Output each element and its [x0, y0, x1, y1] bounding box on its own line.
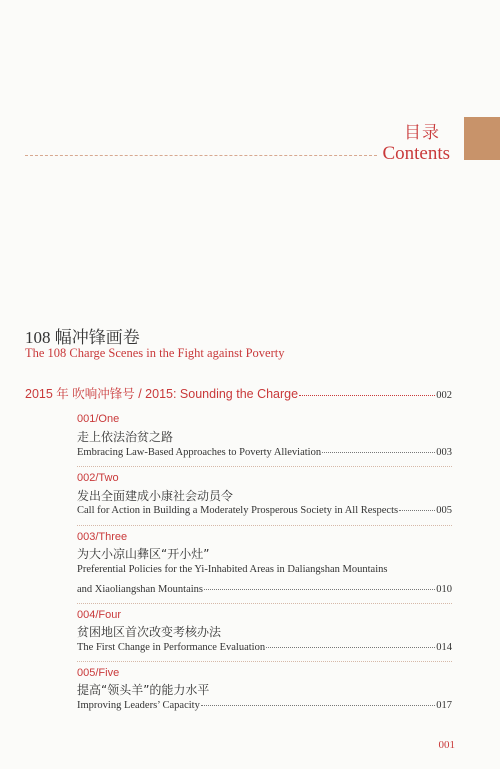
entry-number: 004/Four: [77, 609, 122, 621]
entry-number: 001/One: [77, 413, 120, 425]
section-heading[interactable]: [25, 384, 452, 402]
dot-leader: [266, 647, 435, 648]
volume-title-en: The 108 Charge Scenes in the Fight against Poverty: [25, 346, 285, 360]
entry-page: 003: [436, 447, 452, 458]
section-label: 2015 年 吹响冲锋号 / 2015: Sounding the Charge: [25, 387, 299, 401]
entry-title-cn: 为大小凉山彝区“开小灶”: [77, 547, 210, 561]
entry-title-cn: 贫困地区首次改变考核办法: [77, 625, 222, 639]
entry-page: 014: [436, 642, 452, 653]
dot-leader: [299, 395, 435, 396]
dot-leader: [322, 452, 435, 453]
entry-title-en: The First Change in Performance Evaluation: [77, 642, 266, 653]
entry-title-cn: 走上依法治贫之路: [77, 430, 174, 444]
dot-leader: [204, 589, 435, 590]
entry-page: 010: [436, 584, 452, 595]
entry-separator: [77, 603, 452, 604]
entry-title-cn: 发出全面建成小康社会动员令: [77, 489, 234, 503]
header-divider: [25, 155, 377, 156]
toc-title-cn: 目录: [404, 123, 440, 143]
entry-number: 002/Two: [77, 472, 119, 484]
entry-title-en: Call for Action in Building a Moderately Prosperous Society in All Respects: [77, 505, 399, 516]
entry-number: 005/Five: [77, 667, 120, 679]
entry-separator: [77, 525, 452, 526]
entry-number: 003/Three: [77, 531, 128, 543]
entry-title-en-line1: Preferential Policies for the Yi-Inhabited Areas in Daliangshan Mountains: [77, 564, 388, 575]
toc-entry[interactable]: [77, 700, 452, 711]
toc-entry[interactable]: [77, 505, 452, 516]
toc-entry[interactable]: [77, 447, 452, 458]
corner-tab: [464, 117, 500, 160]
toc-entry[interactable]: [77, 642, 452, 653]
entry-title-en: Improving Leaders’ Capacity: [77, 700, 200, 711]
entry-page: 017: [436, 700, 452, 711]
entry-separator: [77, 466, 452, 467]
page-number: 001: [438, 739, 455, 751]
volume-title-cn: 108 幅冲锋画卷: [25, 328, 140, 347]
toc-title-en: Contents: [382, 143, 450, 164]
dot-leader: [201, 705, 435, 706]
entry-title-en: and Xiaoliangshan Mountains: [77, 584, 203, 595]
toc-entry[interactable]: [77, 584, 452, 595]
section-page: 002: [436, 390, 452, 401]
dot-leader: [399, 510, 435, 511]
entry-page: 005: [436, 505, 452, 516]
entry-title-cn: 提高“领头羊”的能力水平: [77, 683, 210, 697]
entry-separator: [77, 661, 452, 662]
entry-title-en: Embracing Law-Based Approaches to Poverty Alleviation: [77, 447, 322, 458]
